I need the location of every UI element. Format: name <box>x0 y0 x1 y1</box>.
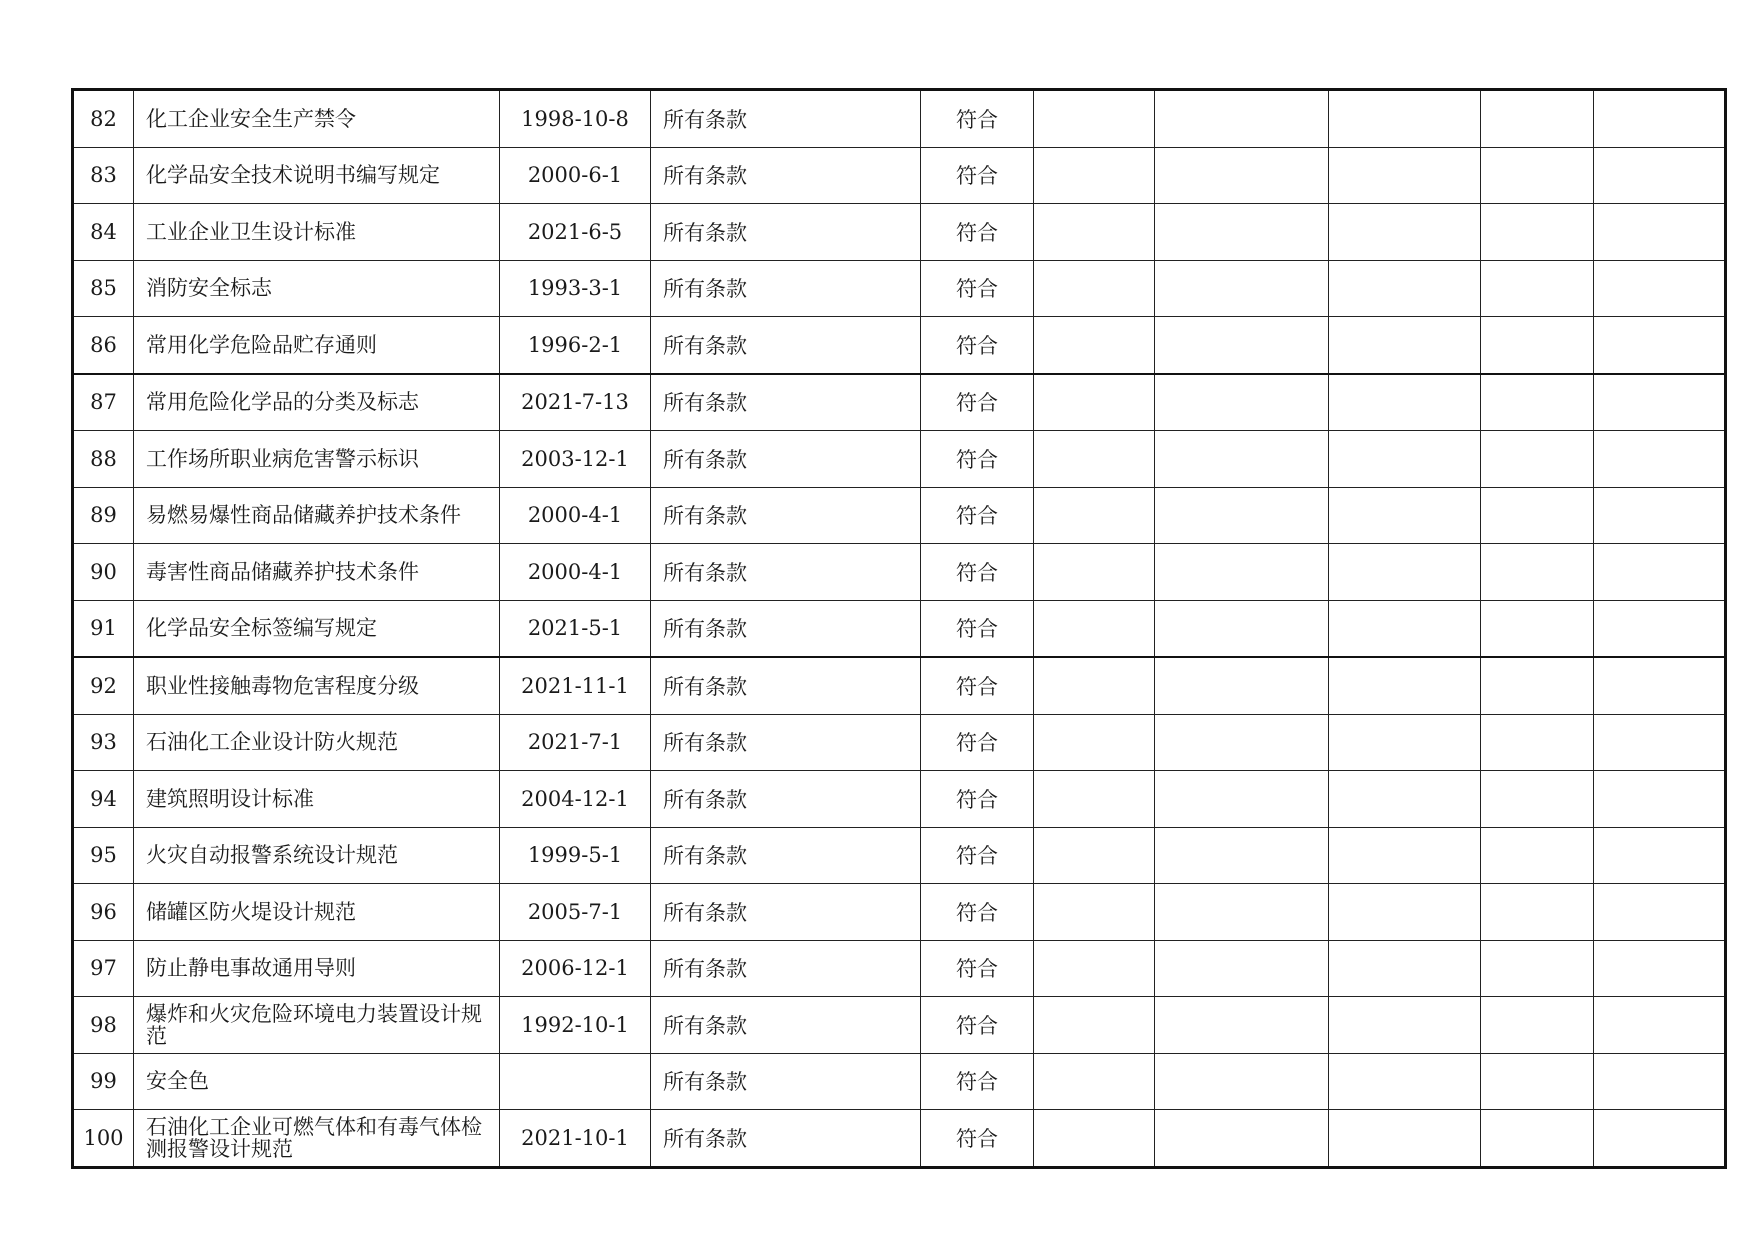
applicable-clauses: 所有条款 <box>651 997 921 1054</box>
table-body <box>73 90 1726 1168</box>
row-number: 84 <box>73 204 134 261</box>
row-number: 92 <box>73 657 134 714</box>
empty-cell <box>1329 1110 1481 1168</box>
empty-cell <box>1594 714 1726 771</box>
empty-cell <box>1481 374 1594 431</box>
empty-cell <box>1594 827 1726 884</box>
empty-cell <box>1329 997 1481 1054</box>
empty-cell <box>1155 1110 1329 1168</box>
compliance-result: 符合 <box>921 431 1034 488</box>
table-row <box>73 90 1726 148</box>
regulations-table <box>71 88 1727 1169</box>
effective-date <box>500 1053 651 1110</box>
row-number: 97 <box>73 940 134 997</box>
row-number: 96 <box>73 884 134 941</box>
empty-cell <box>1155 204 1329 261</box>
compliance-result: 符合 <box>921 204 1034 261</box>
regulation-name: 火灾自动报警系统设计规范 <box>134 827 500 884</box>
empty-cell <box>1481 544 1594 601</box>
empty-cell <box>1034 204 1155 261</box>
empty-cell <box>1481 600 1594 657</box>
empty-cell <box>1594 771 1726 828</box>
table-row <box>73 657 1726 714</box>
empty-cell <box>1594 431 1726 488</box>
effective-date: 1996-2-1 <box>500 317 651 374</box>
empty-cell <box>1594 374 1726 431</box>
compliance-result: 符合 <box>921 317 1034 374</box>
row-number: 93 <box>73 714 134 771</box>
empty-cell <box>1594 997 1726 1054</box>
empty-cell <box>1594 1053 1726 1110</box>
row-number: 82 <box>73 90 134 148</box>
regulation-name: 爆炸和火灾危险环境电力装置设计规范 <box>134 997 500 1054</box>
applicable-clauses: 所有条款 <box>651 317 921 374</box>
table-row <box>73 204 1726 261</box>
compliance-result: 符合 <box>921 600 1034 657</box>
effective-date: 2000-4-1 <box>500 544 651 601</box>
empty-cell <box>1155 827 1329 884</box>
regulation-name: 化学品安全技术说明书编写规定 <box>134 147 500 204</box>
empty-cell <box>1034 827 1155 884</box>
compliance-result: 符合 <box>921 771 1034 828</box>
compliance-result: 符合 <box>921 544 1034 601</box>
table-row <box>73 260 1726 317</box>
empty-cell <box>1481 1053 1594 1110</box>
table-row <box>73 1110 1726 1168</box>
table-row <box>73 544 1726 601</box>
row-number: 88 <box>73 431 134 488</box>
effective-date: 2000-6-1 <box>500 147 651 204</box>
effective-date: 2006-12-1 <box>500 940 651 997</box>
effective-date: 2021-7-1 <box>500 714 651 771</box>
empty-cell <box>1594 940 1726 997</box>
effective-date: 2005-7-1 <box>500 884 651 941</box>
empty-cell <box>1329 657 1481 714</box>
empty-cell <box>1329 431 1481 488</box>
effective-date: 1993-3-1 <box>500 260 651 317</box>
empty-cell <box>1329 204 1481 261</box>
effective-date: 2021-6-5 <box>500 204 651 261</box>
row-number: 89 <box>73 487 134 544</box>
empty-cell <box>1034 90 1155 148</box>
empty-cell <box>1481 771 1594 828</box>
applicable-clauses: 所有条款 <box>651 827 921 884</box>
table-row <box>73 317 1726 374</box>
row-number: 100 <box>73 1110 134 1168</box>
effective-date: 1999-5-1 <box>500 827 651 884</box>
empty-cell <box>1594 147 1726 204</box>
regulation-name: 安全色 <box>134 1053 500 1110</box>
regulation-name: 职业性接触毒物危害程度分级 <box>134 657 500 714</box>
empty-cell <box>1034 657 1155 714</box>
compliance-result: 符合 <box>921 827 1034 884</box>
empty-cell <box>1481 317 1594 374</box>
empty-cell <box>1329 771 1481 828</box>
empty-cell <box>1594 487 1726 544</box>
table-row <box>73 147 1726 204</box>
table-row <box>73 771 1726 828</box>
empty-cell <box>1481 147 1594 204</box>
empty-cell <box>1155 487 1329 544</box>
empty-cell <box>1594 1110 1726 1168</box>
empty-cell <box>1594 317 1726 374</box>
empty-cell <box>1329 260 1481 317</box>
empty-cell <box>1594 260 1726 317</box>
empty-cell <box>1594 544 1726 601</box>
compliance-result: 符合 <box>921 997 1034 1054</box>
empty-cell <box>1594 90 1726 148</box>
empty-cell <box>1034 771 1155 828</box>
empty-cell <box>1034 317 1155 374</box>
empty-cell <box>1329 544 1481 601</box>
empty-cell <box>1329 600 1481 657</box>
effective-date: 2021-5-1 <box>500 600 651 657</box>
empty-cell <box>1481 204 1594 261</box>
applicable-clauses: 所有条款 <box>651 771 921 828</box>
regulation-name: 易燃易爆性商品储藏养护技术条件 <box>134 487 500 544</box>
row-number: 90 <box>73 544 134 601</box>
empty-cell <box>1481 997 1594 1054</box>
applicable-clauses: 所有条款 <box>651 147 921 204</box>
compliance-result: 符合 <box>921 487 1034 544</box>
effective-date: 2004-12-1 <box>500 771 651 828</box>
effective-date: 2021-10-1 <box>500 1110 651 1168</box>
empty-cell <box>1329 714 1481 771</box>
regulation-name: 化工企业安全生产禁令 <box>134 90 500 148</box>
empty-cell <box>1329 884 1481 941</box>
regulation-name: 石油化工企业设计防火规范 <box>134 714 500 771</box>
regulation-name: 工作场所职业病危害警示标识 <box>134 431 500 488</box>
empty-cell <box>1034 600 1155 657</box>
empty-cell <box>1481 940 1594 997</box>
table-row <box>73 1053 1726 1110</box>
compliance-result: 符合 <box>921 657 1034 714</box>
row-number: 94 <box>73 771 134 828</box>
row-number: 87 <box>73 374 134 431</box>
empty-cell <box>1481 657 1594 714</box>
table-row <box>73 714 1726 771</box>
compliance-result: 符合 <box>921 1053 1034 1110</box>
effective-date: 1998-10-8 <box>500 90 651 148</box>
row-number: 99 <box>73 1053 134 1110</box>
empty-cell <box>1034 431 1155 488</box>
applicable-clauses: 所有条款 <box>651 487 921 544</box>
empty-cell <box>1155 771 1329 828</box>
table-row <box>73 431 1726 488</box>
applicable-clauses: 所有条款 <box>651 600 921 657</box>
compliance-result: 符合 <box>921 1110 1034 1168</box>
table-row <box>73 940 1726 997</box>
applicable-clauses: 所有条款 <box>651 1053 921 1110</box>
applicable-clauses: 所有条款 <box>651 260 921 317</box>
table-row <box>73 884 1726 941</box>
table-row <box>73 827 1726 884</box>
empty-cell <box>1034 1110 1155 1168</box>
empty-cell <box>1594 204 1726 261</box>
compliance-result: 符合 <box>921 90 1034 148</box>
row-number: 85 <box>73 260 134 317</box>
empty-cell <box>1155 90 1329 148</box>
empty-cell <box>1155 260 1329 317</box>
empty-cell <box>1481 431 1594 488</box>
empty-cell <box>1034 1053 1155 1110</box>
empty-cell <box>1329 374 1481 431</box>
empty-cell <box>1155 714 1329 771</box>
table-row <box>73 997 1726 1054</box>
compliance-result: 符合 <box>921 374 1034 431</box>
empty-cell <box>1034 260 1155 317</box>
empty-cell <box>1329 827 1481 884</box>
empty-cell <box>1481 90 1594 148</box>
empty-cell <box>1481 260 1594 317</box>
empty-cell <box>1034 374 1155 431</box>
empty-cell <box>1594 884 1726 941</box>
regulation-name: 毒害性商品储藏养护技术条件 <box>134 544 500 601</box>
empty-cell <box>1481 884 1594 941</box>
empty-cell <box>1034 940 1155 997</box>
empty-cell <box>1155 657 1329 714</box>
empty-cell <box>1155 544 1329 601</box>
empty-cell <box>1329 147 1481 204</box>
regulation-name: 化学品安全标签编写规定 <box>134 600 500 657</box>
regulation-name: 防止静电事故通用导则 <box>134 940 500 997</box>
empty-cell <box>1594 657 1726 714</box>
table-row <box>73 374 1726 431</box>
compliance-result: 符合 <box>921 147 1034 204</box>
empty-cell <box>1594 600 1726 657</box>
empty-cell <box>1155 431 1329 488</box>
regulation-name: 储罐区防火堤设计规范 <box>134 884 500 941</box>
empty-cell <box>1155 884 1329 941</box>
compliance-result: 符合 <box>921 260 1034 317</box>
effective-date: 2021-7-13 <box>500 374 651 431</box>
table-row <box>73 600 1726 657</box>
regulation-name: 常用危险化学品的分类及标志 <box>134 374 500 431</box>
applicable-clauses: 所有条款 <box>651 714 921 771</box>
row-number: 86 <box>73 317 134 374</box>
empty-cell <box>1155 1053 1329 1110</box>
row-number: 83 <box>73 147 134 204</box>
applicable-clauses: 所有条款 <box>651 204 921 261</box>
effective-date: 2021-11-1 <box>500 657 651 714</box>
applicable-clauses: 所有条款 <box>651 1110 921 1168</box>
empty-cell <box>1155 940 1329 997</box>
empty-cell <box>1481 487 1594 544</box>
applicable-clauses: 所有条款 <box>651 940 921 997</box>
empty-cell <box>1155 147 1329 204</box>
regulation-name: 建筑照明设计标准 <box>134 771 500 828</box>
empty-cell <box>1481 1110 1594 1168</box>
empty-cell <box>1329 90 1481 148</box>
empty-cell <box>1034 147 1155 204</box>
empty-cell <box>1155 600 1329 657</box>
table-row <box>73 487 1726 544</box>
regulation-name: 工业企业卫生设计标准 <box>134 204 500 261</box>
effective-date: 2000-4-1 <box>500 487 651 544</box>
regulation-name: 消防安全标志 <box>134 260 500 317</box>
empty-cell <box>1155 317 1329 374</box>
empty-cell <box>1481 714 1594 771</box>
applicable-clauses: 所有条款 <box>651 884 921 941</box>
row-number: 91 <box>73 600 134 657</box>
empty-cell <box>1329 317 1481 374</box>
regulation-name: 常用化学危险品贮存通则 <box>134 317 500 374</box>
empty-cell <box>1481 827 1594 884</box>
compliance-result: 符合 <box>921 940 1034 997</box>
applicable-clauses: 所有条款 <box>651 431 921 488</box>
empty-cell <box>1329 487 1481 544</box>
effective-date: 2003-12-1 <box>500 431 651 488</box>
compliance-result: 符合 <box>921 884 1034 941</box>
row-number: 95 <box>73 827 134 884</box>
effective-date: 1992-10-1 <box>500 997 651 1054</box>
empty-cell <box>1329 940 1481 997</box>
empty-cell <box>1329 1053 1481 1110</box>
empty-cell <box>1034 544 1155 601</box>
empty-cell <box>1034 997 1155 1054</box>
row-number: 98 <box>73 997 134 1054</box>
compliance-result: 符合 <box>921 714 1034 771</box>
applicable-clauses: 所有条款 <box>651 374 921 431</box>
applicable-clauses: 所有条款 <box>651 544 921 601</box>
empty-cell <box>1034 487 1155 544</box>
empty-cell <box>1155 374 1329 431</box>
empty-cell <box>1034 884 1155 941</box>
regulation-name: 石油化工企业可燃气体和有毒气体检测报警设计规范 <box>134 1110 500 1168</box>
applicable-clauses: 所有条款 <box>651 90 921 148</box>
empty-cell <box>1155 997 1329 1054</box>
applicable-clauses: 所有条款 <box>651 657 921 714</box>
empty-cell <box>1034 714 1155 771</box>
